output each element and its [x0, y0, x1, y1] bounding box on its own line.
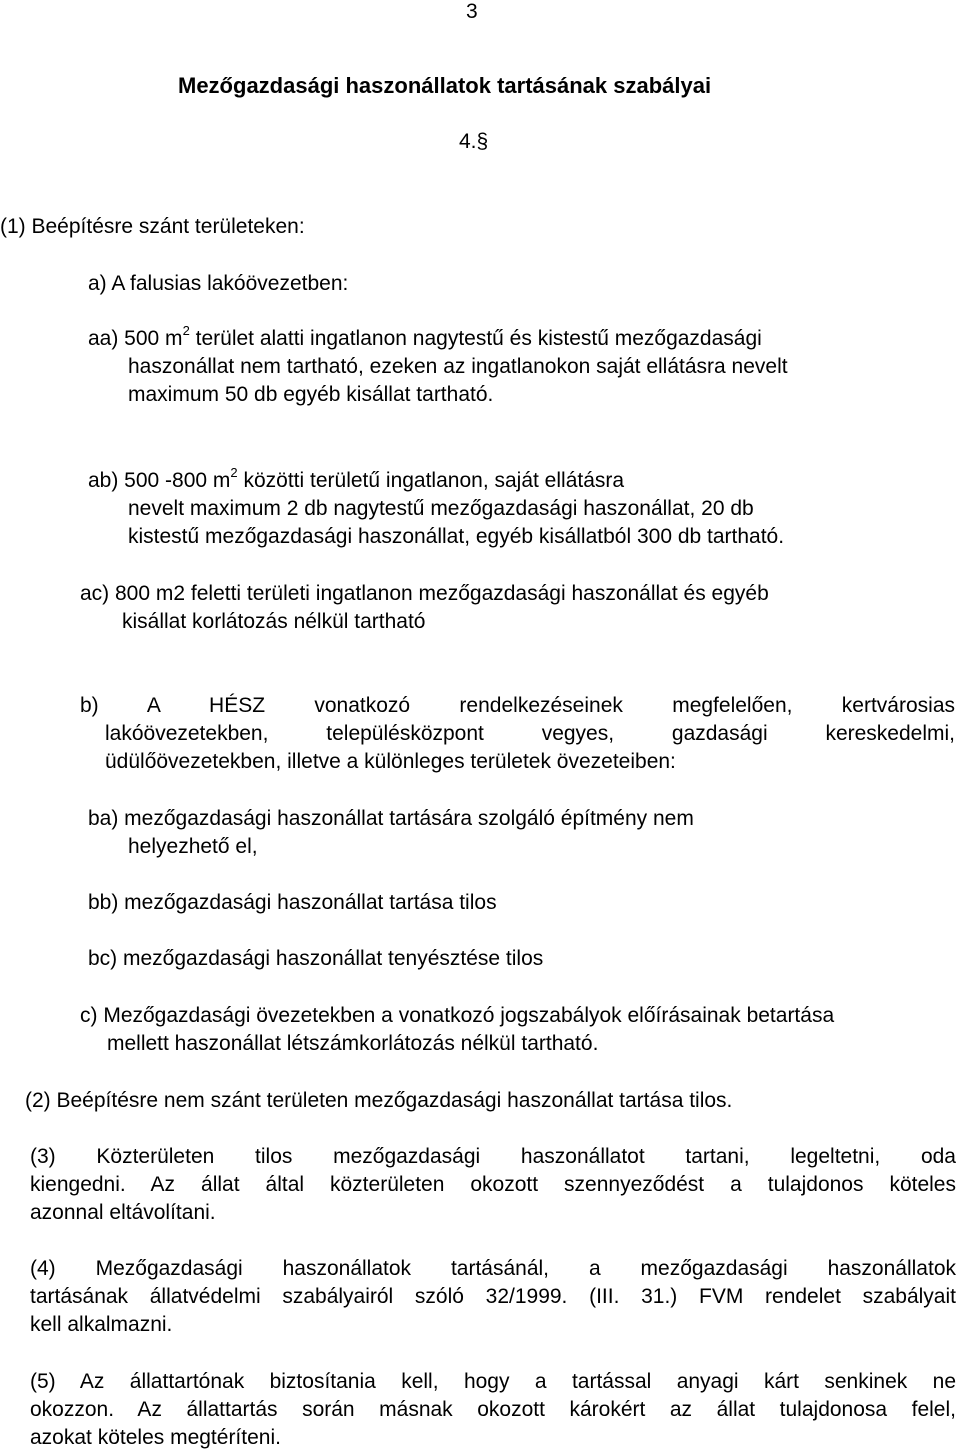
item-ac — [80, 580, 900, 636]
paragraph-2: (2) Beépítésre nem szánt területen mezőgazdasági haszonállat tartása tilos. — [25, 1089, 733, 1112]
paragraph-5-line-2: okozzon. Az állattartás során másnak okozott károkért az állat tulajdonosa felel, — [30, 1398, 956, 1421]
paragraph-5 — [30, 1368, 956, 1452]
item-b-line-3: üdülőövezetekben, illetve a különleges területek övezeteiben: — [105, 750, 676, 773]
item-ac-line-2: kisállat korlátozás nélkül tartható — [122, 610, 426, 633]
paragraph-1: (1) Beépítésre szánt területeken: — [0, 215, 305, 238]
paragraph-3-line-2: kiengedni. Az állat által közterületen okozott szennyeződést a tulajdonos köteles — [30, 1173, 956, 1196]
item-aa-line-2: haszonállat nem tartható, ezeken az ingatlanokon saját ellátásra nevelt — [128, 355, 788, 378]
paragraph-3-line-3: azonnal eltávolítani. — [30, 1201, 216, 1224]
paragraph-4-line-1: (4) Mezőgazdasági haszonállatok tartásánál, a mezőgazdasági haszonállatok — [30, 1257, 956, 1280]
item-aa-line-1: aa) 500 $m^2$ terület alatti ingatlanon nagytestű és kistestű mezőgazdasági — [88, 323, 762, 350]
item-c-line-2: mellett haszonállat létszámkorlátozás nélkül tartható. — [107, 1032, 599, 1055]
page-number: 3 — [466, 0, 478, 23]
paragraph-5-line-3: azokat köteles megtéríteni. — [30, 1426, 281, 1449]
section-number: 4. — [459, 130, 477, 153]
item-c — [80, 1002, 956, 1058]
paragraph-5-line-1: (5) Az állattartónak biztosítania kell, hogy a tartással anyagi kárt senkinek ne — [30, 1370, 956, 1393]
item-b-line-1: b) A HÉSZ vonatkozó rendelkezéseinek megfelelően, kertvárosias — [80, 694, 955, 717]
item-ba — [88, 805, 808, 861]
paragraph-3-line-1: (3) Közterületen tilos mezőgazdasági haszonállatot tartani, legeltetni, oda — [30, 1145, 956, 1168]
item-ab — [88, 467, 888, 551]
section-heading — [459, 128, 488, 156]
item-aa — [88, 325, 896, 409]
item-b — [80, 692, 955, 776]
item-bb: bb) mezőgazdasági haszonállat tartása tilos — [88, 891, 497, 914]
item-ba-line-1: ba) mezőgazdasági haszonállat tartására szolgáló építmény nem — [88, 807, 694, 830]
item-aa-line-3: maximum 50 db egyéb kisállat tartható. — [128, 383, 494, 406]
item-ab-line-2: nevelt maximum 2 db nagytestű mezőgazdasági haszonállat, 20 db — [128, 497, 754, 520]
page-title: Mezőgazdasági haszonállatok tartásának szabályai — [178, 73, 712, 98]
paragraph-4 — [30, 1255, 956, 1339]
item-ba-line-2: helyezhető el, — [128, 835, 258, 858]
item-a: a) A falusias lakóövezetben: — [88, 272, 349, 295]
paragraph-3 — [30, 1143, 956, 1227]
item-bc: bc) mezőgazdasági haszonállat tenyésztése tilos — [88, 947, 544, 970]
item-b-line-2: lakóövezetekben, településközpont vegyes, gazdasági kereskedelmi, — [105, 722, 955, 745]
section-sign-icon: § — [476, 130, 489, 153]
item-ab-line-3: kistestű mezőgazdasági haszonállat, egyéb kisállatból 300 db tartható. — [128, 525, 785, 548]
item-ac-line-1: ac) 800 m2 feletti területi ingatlanon mezőgazdasági haszonállat és egyéb — [80, 582, 769, 605]
paragraph-4-line-3: kell alkalmazni. — [30, 1313, 173, 1336]
item-c-line-1: c) Mezőgazdasági övezetekben a vonatkozó jogszabályok előírásainak betartása — [80, 1004, 835, 1027]
item-ab-line-1: ab) 500 -800 $m^2$ közötti területű ingatlanon, saját ellátásra — [88, 465, 625, 492]
paragraph-4-line-2: tartásának állatvédelmi szabályairól szóló 32/1999. (III. 31.) FVM rendelet szabályait — [30, 1285, 956, 1308]
